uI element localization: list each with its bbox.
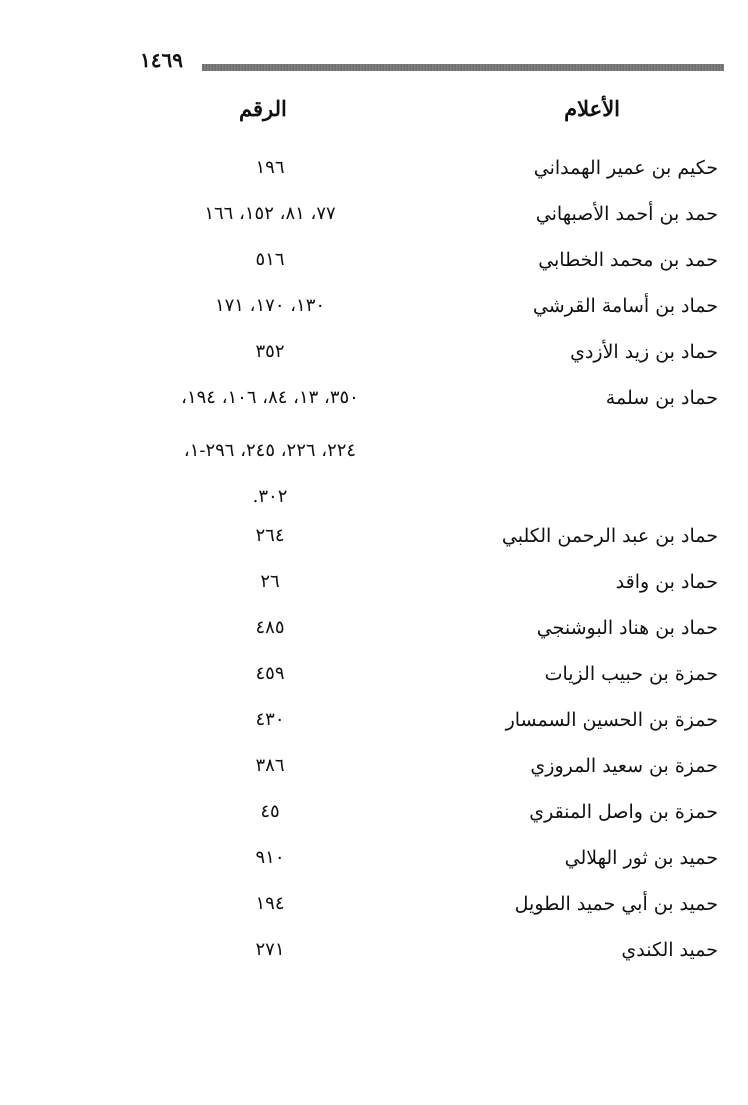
numbers-heading: الرقم: [239, 96, 287, 121]
entry-ref-line: ٤٨٥: [255, 617, 285, 638]
entry-name: حماد بن زيد الأزدي: [570, 341, 718, 363]
entry-name: حمزة بن الحسين السمسار: [505, 709, 718, 731]
entry-ref-line: ٣٥٠، ١٣، ٨٤، ١٠٦، ١٩٤،: [181, 387, 359, 408]
index-entry: [0, 520, 748, 566]
entry-refs: [150, 290, 390, 336]
entry-ref-line: ١٣٠، ١٧٠، ١٧١: [214, 295, 326, 316]
entry-name: حميد بن ثور الهلالي: [564, 847, 718, 869]
entry-name: حمد بن محمد الخطابي: [538, 249, 718, 271]
page-header: [140, 44, 724, 76]
index-entry: [0, 842, 748, 888]
entry-refs: [150, 658, 390, 704]
index-entry: [0, 290, 748, 336]
index-entry: [0, 566, 748, 612]
entry-name: حماد بن واقد: [615, 571, 718, 593]
entry-ref-line: ٣٨٦: [255, 755, 285, 776]
entry-name: حماد بن هناد البوشنجي: [536, 617, 718, 639]
entry-refs: [150, 750, 390, 796]
entry-refs: [150, 382, 390, 520]
entry-name: حماد بن عبد الرحمن الكلبي: [501, 525, 718, 547]
entry-ref-line: ٥١٦: [255, 249, 285, 270]
entry-refs: [150, 152, 390, 198]
index-entry: [0, 336, 748, 382]
entry-name: حمزة بن سعيد المروزي: [530, 755, 718, 777]
index-entry: [0, 888, 748, 934]
entry-ref-line: ٣٠٢.: [252, 486, 288, 507]
index-entry: [0, 152, 748, 198]
entry-name: حميد بن أبي حميد الطويل: [514, 893, 718, 915]
entry-name: حماد بن أسامة القرشي: [532, 295, 718, 317]
entry-refs: [150, 612, 390, 658]
entry-ref-line: ٧٧، ٨١، ١٥٢، ١٦٦: [204, 203, 336, 224]
index-entry: [0, 934, 748, 980]
index-entry: [0, 796, 748, 842]
column-headings: [0, 96, 748, 136]
entry-refs: [150, 244, 390, 290]
entry-refs: [150, 704, 390, 750]
entry-refs: [150, 842, 390, 888]
entry-ref-line: ٤٣٠: [255, 709, 285, 730]
index-entry: [0, 244, 748, 290]
entry-name: حكيم بن عمير الهمداني: [533, 157, 718, 179]
entry-refs: [150, 566, 390, 612]
entry-ref-line: ٢٢٤، ٢٢٦، ٢٤٥، ٢٩٦-١،: [183, 440, 357, 461]
entry-name: حمزة بن حبيب الزيات: [544, 663, 718, 685]
entry-name: حمد بن أحمد الأصبهاني: [535, 203, 718, 225]
entry-name: حماد بن سلمة: [605, 387, 718, 409]
entry-ref-line: ٢٦: [260, 571, 280, 592]
entry-name: حمزة بن واصل المنقري: [529, 801, 718, 823]
entry-ref-line: ٩١٠: [255, 847, 285, 868]
page-number: ١٤٦٩: [140, 48, 183, 72]
index-entry: [0, 704, 748, 750]
index-entry: [0, 198, 748, 244]
entry-refs: [150, 888, 390, 934]
index-entry: [0, 658, 748, 704]
entry-refs: [150, 336, 390, 382]
index-entry: [0, 612, 748, 658]
entry-ref-line: ٣٥٢: [255, 341, 285, 362]
entry-ref-line: ١٩٦: [255, 157, 285, 178]
header-rule: [202, 64, 724, 71]
entry-refs: [150, 198, 390, 244]
entry-ref-line: ٤٥٩: [255, 663, 285, 684]
entry-refs: [150, 520, 390, 566]
index-entry: [0, 382, 748, 520]
entry-ref-line: ٤٥: [260, 801, 280, 822]
entry-ref-line: ٢٧١: [255, 939, 285, 960]
index-entry: [0, 750, 748, 796]
entry-refs: [150, 934, 390, 980]
entry-refs: [150, 796, 390, 842]
entry-ref-line: ١٩٤: [255, 893, 285, 914]
entry-name: حميد الكندي: [621, 939, 718, 961]
index-list: [0, 152, 748, 980]
names-heading: الأعلام: [564, 96, 620, 121]
entry-ref-line: ٢٦٤: [255, 525, 285, 546]
